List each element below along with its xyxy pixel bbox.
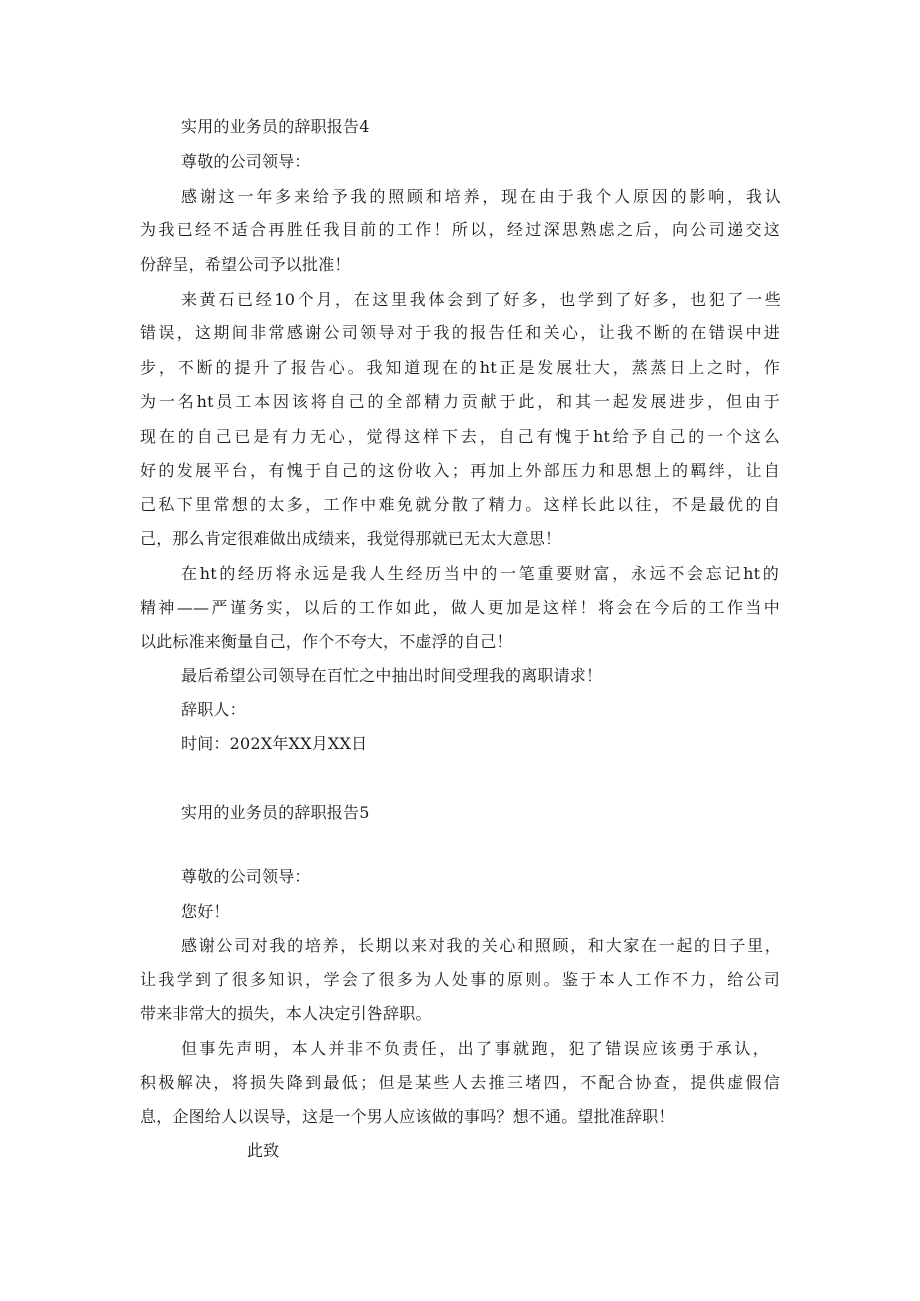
paragraph-line: 感谢这一年多来给予我的照顾和培养，现在由于我个人原因的影响，我认 xyxy=(181,187,781,206)
paragraph-line: 以此标准来衡量自己，作个不夸大，不虚浮的自己！ xyxy=(140,632,513,651)
paragraph-line: 步，不断的提升了报告心。我知道现在的ht正是发展壮大，蒸蒸日上之时，作 xyxy=(140,358,780,377)
paragraph-line: 为我已经不适合再胜任我目前的工作！所以，经过深思熟虑之后，向公司递交这 xyxy=(140,220,780,239)
closing: 此致 xyxy=(247,1141,280,1160)
paragraph-line: 带来非常大的损失，本人决定引咎辞职。 xyxy=(140,1004,432,1023)
paragraph-line: 感谢公司对我的培养，长期以来对我的关心和照顾，和大家在一起的日子里， xyxy=(181,936,781,955)
section-4-salutation: 尊敬的公司领导： xyxy=(181,152,311,171)
paragraph-line: 息，企图给人以误导，这是一个男人应该做的事吗？想不通。望批准辞职！ xyxy=(140,1107,675,1126)
paragraph-line: 最后希望公司领导在百忙之中抽出时间受理我的离职请求！ xyxy=(181,666,603,685)
paragraph-line: 来黄石已经10个月，在这里我体会到了好多，也学到了好多，也犯了一些 xyxy=(181,290,781,309)
paragraph-line: 份辞呈，希望公司予以批准！ xyxy=(140,255,351,274)
signer-label: 辞职人： xyxy=(181,700,246,719)
date-line: 时间：202X年XX月XX日 xyxy=(181,734,368,753)
section-5-salutation: 尊敬的公司领导： xyxy=(181,867,311,886)
paragraph-line: 但事先声明，本人并非不负责任，出了事就跑，犯了错误应该勇于承认， xyxy=(181,1039,769,1058)
paragraph-line: 为一名ht员工本因该将自己的全部精力贡献于此，和其一起发展进步，但由于 xyxy=(140,392,780,411)
paragraph-line: 己，那么肯定很难做出成绩来，我觉得那就已无太大意思！ xyxy=(140,529,562,548)
paragraph-line: 己私下里常想的太多，工作中难免就分散了精力。这样长此以往，不是最优的自 xyxy=(140,495,780,514)
paragraph-line: 积极解决，将损失降到最低；但是某些人去推三堵四，不配合协查，提供虚假信 xyxy=(140,1073,780,1092)
paragraph-line: 在ht的经历将永远是我人生经历当中的一笔重要财富，永远不会忘记ht的 xyxy=(181,564,779,583)
paragraph-line: 错误，这期间非常感谢公司领导对于我的报告任和关心，让我不断的在错误中进 xyxy=(140,323,780,342)
section-5-title: 实用的业务员的辞职报告5 xyxy=(181,803,370,822)
paragraph-line: 让我学到了很多知识，学会了很多为人处事的原则。鉴于本人工作不力，给公司 xyxy=(140,970,780,989)
paragraph-line: 现在的自己已是有力无心，觉得这样下去，自己有愧于ht给予自己的一个这么 xyxy=(140,427,780,446)
paragraph-line: 好的发展平台，有愧于自己的这份收入；再加上外部压力和思想上的羁绊，让自 xyxy=(140,461,780,480)
section-4-title: 实用的业务员的辞职报告4 xyxy=(181,117,370,136)
paragraph-line: 精神——严谨务实，以后的工作如此，做人更加是这样！将会在今后的工作当中 xyxy=(140,598,780,617)
greeting: 您好！ xyxy=(181,902,230,921)
